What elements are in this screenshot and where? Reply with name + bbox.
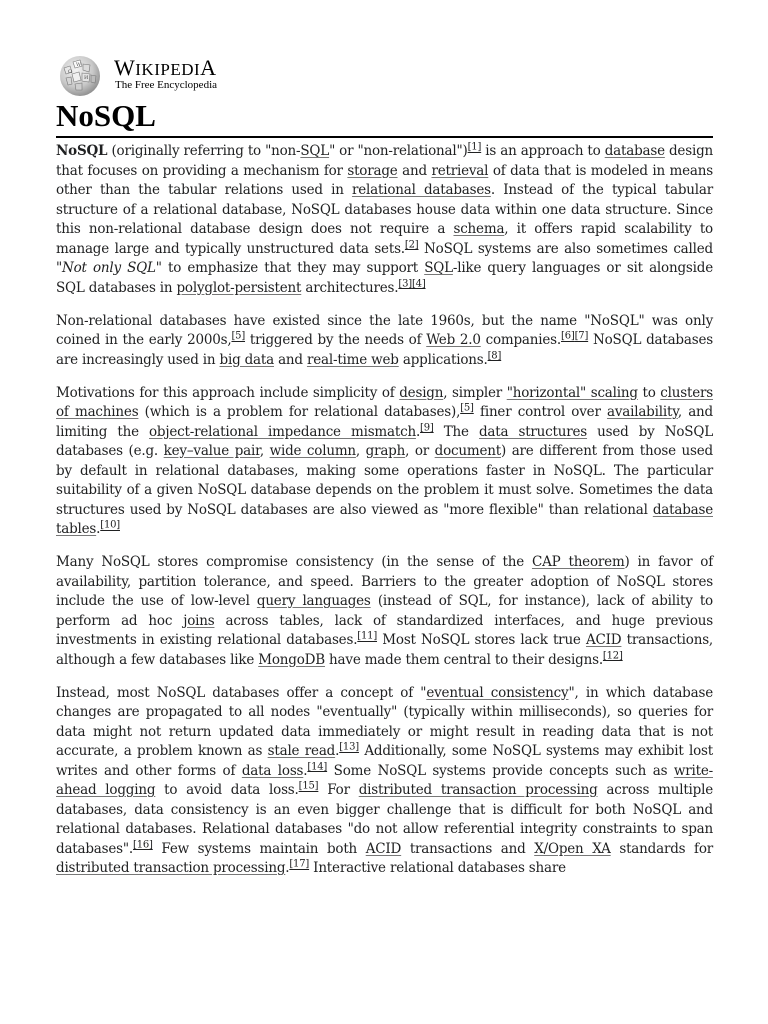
paragraph-3 [56,384,713,540]
ref-11[interactable] [357,631,377,642]
text: Non-relational databases have existed since the late 1960s, but the name "NoSQL" was only coined in the early 2000s, [56,312,713,348]
svg-text:W: W [76,62,82,68]
text: . [303,762,308,779]
ref-link[interactable]: [1] [467,141,482,153]
ref-link[interactable]: [11] [357,630,378,642]
link-acid[interactable]: ACID [585,632,622,648]
link-query-languages[interactable]: query languages [256,593,371,609]
text: finer control over [473,404,607,420]
ref-8[interactable] [488,350,502,361]
text: Interactive relational databases share [309,860,566,876]
text: companies. [480,332,561,348]
text: (originally referring to "non- [107,143,301,159]
text: , it offers rapid scalability to manage large and typically unstructured data sets. [56,221,713,257]
paragraph-1 [56,142,713,298]
text: Motivations for this approach include simplicity of [56,384,400,401]
site-header [56,54,356,98]
link-x-open-xa[interactable]: X/Open XA [534,840,611,857]
ref-5[interactable] [231,331,245,342]
text: ) are different from those used by default in relational databases, making some operations faster in NoSQL. The particular suitability of a given NoSQL database depends on the problem it must solve. Sometimes the data structures used by NoSQL databases are also viewed as "more flexible" than relational [56,443,713,518]
link-impedance-mismatch[interactable]: object-relational impedance mismatch [149,423,416,440]
text: across tables, lack of standardized interfaces, and huge previous investments in existing relational databases. [56,612,713,648]
text: across multiple databases, data consistency is an even bigger challenge that is difficult for both NoSQL and relational databases. Relational databases "do not allow referential integrity constraints to span databases". [56,782,714,857]
link-eventual-consistency[interactable]: eventual consistency [426,684,569,701]
ref-3[interactable] [398,278,412,289]
wikipedia-tagline: The Free Encyclopedia [115,79,218,91]
ref-link[interactable]: [9] [420,422,434,433]
link-joins[interactable]: joins [183,612,215,629]
text: , [355,443,366,459]
ref-14[interactable] [307,761,327,772]
link-stale-read[interactable]: stale read [267,743,336,759]
link-availability[interactable]: availability [606,404,678,420]
text: used by NoSQL databases (e.g. [56,423,713,459]
ref-link[interactable]: [10] [100,519,120,531]
text: transactions, although a few databases like [56,632,714,668]
link-write-ahead-logging[interactable]: write-ahead logging [56,762,713,798]
text: is an approach to [481,143,605,159]
text: have made them central to their designs. [324,651,603,668]
link-clusters-of-machines[interactable]: clusters of machines [56,384,713,420]
wikipedia-globe-icon[interactable] [56,54,104,98]
svg-text:Ω: Ω [68,69,73,75]
ref-link[interactable]: [14] [307,761,328,772]
ref-link[interactable]: [13] [339,741,359,753]
text: triggered by the needs of [245,332,427,348]
link-design[interactable]: design [399,384,444,401]
ref-7[interactable] [575,331,589,342]
ref-link[interactable]: [16] [133,839,153,850]
text: to avoid data loss. [155,782,299,798]
text: . [96,521,101,537]
text: Most NoSQL stores lack true [377,632,586,648]
bold-term: NoSQL [56,143,108,159]
link-web-2-0[interactable]: Web 2.0 [426,332,481,348]
link-big-data[interactable]: big data [219,351,274,368]
link-wide-column[interactable]: wide column [269,443,356,459]
link-document[interactable]: document [434,443,501,459]
link-horizontal-scaling[interactable]: "horizontal" scaling [506,384,638,401]
text: . [415,423,421,440]
text: standards for [610,840,714,857]
link-mongodb[interactable]: MongoDB [258,651,325,668]
link-distributed-transaction-processing-2[interactable]: distributed transaction processing [56,860,286,876]
wordmark-a: A [200,55,217,80]
text: NoSQL databases are increasingly used in [56,332,713,368]
svg-text:И: И [84,75,89,81]
ref-12[interactable] [603,650,623,661]
text: ", in which database changes are propagated to all nodes "eventually" (typically within milliseconds), so queries for data might not return updated data immediately or might result in reading data that is not accurate, a problem known as [56,684,713,759]
ref-link[interactable]: [5] [231,330,246,342]
text: For [318,782,359,798]
link-data-loss[interactable]: data loss [241,762,304,779]
text: and [273,351,307,368]
text: , simpler [443,384,507,401]
link-sql[interactable]: SQL [300,143,330,159]
link-polyglot-persistent[interactable]: polyglot-persistent [176,279,302,296]
text: Some NoSQL systems provide concepts such as [327,762,674,779]
ref-6[interactable] [561,331,575,342]
ref-link[interactable]: [3] [398,278,412,289]
link-database-tables[interactable]: database tables [56,501,713,537]
ref-13[interactable] [339,742,359,753]
link-real-time-web[interactable]: real-time web [306,351,399,368]
ref-link[interactable]: [2] [404,239,419,250]
text: ) in favor of availability, partition tolerance, and speed. Barriers to the greater adoption of NoSQL stores include the use of low-level [56,554,714,609]
text: " or "non-relational") [329,143,468,159]
ref-link[interactable]: [12] [602,650,623,661]
link-storage[interactable]: storage [347,162,398,179]
link-relational-databases[interactable]: relational databases [351,182,491,198]
text: Instead, most NoSQL databases offer a concept of " [56,684,427,701]
ref-9[interactable] [420,422,434,433]
ref-link[interactable]: [15] [298,780,319,792]
ref-17[interactable] [289,859,309,870]
paragraph-5 [56,684,713,879]
text: . [335,743,340,759]
text: design that focuses on providing a mechanism for [56,143,714,179]
text: (which is a problem for relational databases), [138,404,461,420]
text: to emphasize that they may support [161,260,425,276]
page-title: NoSQL [56,98,156,133]
paragraph-2 [56,312,713,371]
ref-5b[interactable] [460,403,474,414]
ref-link[interactable]: [4] [411,278,426,289]
link-key-value-pair[interactable]: key–value pair [163,443,260,459]
link-schema[interactable]: schema [453,221,505,237]
paragraph-4 [56,553,713,670]
ref-link[interactable]: [7] [574,330,589,342]
text: . Instead of the typical tabular structure of a relational database, NoSQL databases house data within one data structure. Since this non-relational database design does not require a [56,182,714,237]
link-database[interactable]: database [604,143,665,159]
text: of data that is modeled in means other than the tabular relations used in [56,162,713,198]
text: -like query languages or sit alongside SQL databases in [56,260,713,296]
text: Additionally, some NoSQL systems may exhibit lost writes and other forms of [56,743,713,779]
text: , [259,443,270,459]
ref-16[interactable] [133,839,153,850]
text: and [397,162,432,179]
link-cap-theorem[interactable]: CAP theorem [531,554,625,570]
ref-15[interactable] [299,781,319,792]
ref-link[interactable]: [6] [561,330,575,342]
wordmark-rest: IKIPEDI [135,60,201,79]
link-acid-2[interactable]: ACID [365,840,402,857]
link-distributed-transaction-processing[interactable]: distributed transaction processing [358,782,598,798]
text: NoSQL systems are also sometimes called [418,240,713,257]
text: architectures. [301,279,399,296]
ref-10[interactable] [100,520,120,531]
text: applications. [398,351,488,368]
text: The [433,423,479,440]
link-sql-2[interactable]: SQL [424,260,453,276]
ref-link[interactable]: [17] [289,858,310,870]
link-retrieval[interactable]: retrieval [431,162,489,179]
title-divider [56,136,713,138]
text: . [285,860,290,876]
text: Many NoSQL stores compromise consistency (in the sense of the [56,554,532,570]
ref-link[interactable]: [8] [487,350,502,361]
text: (instead of SQL, for instance), lack of ability to perform ad hoc [56,593,713,629]
text: to [637,384,661,401]
text: transactions and [401,840,535,857]
link-graph[interactable]: graph [365,443,406,459]
ref-4[interactable] [412,278,426,289]
ref-link[interactable]: [5] [460,402,474,414]
article-body [56,142,713,892]
wordmark-w: W [114,55,136,80]
ref-2[interactable] [405,239,419,250]
text: Few systems maintain both [152,840,366,857]
ref-1[interactable] [468,142,482,153]
link-data-structures[interactable]: data structures [478,423,588,440]
text: , or [405,443,435,459]
text: , and limiting the [56,404,713,440]
italic-term: "Not only SQL" [56,260,162,276]
